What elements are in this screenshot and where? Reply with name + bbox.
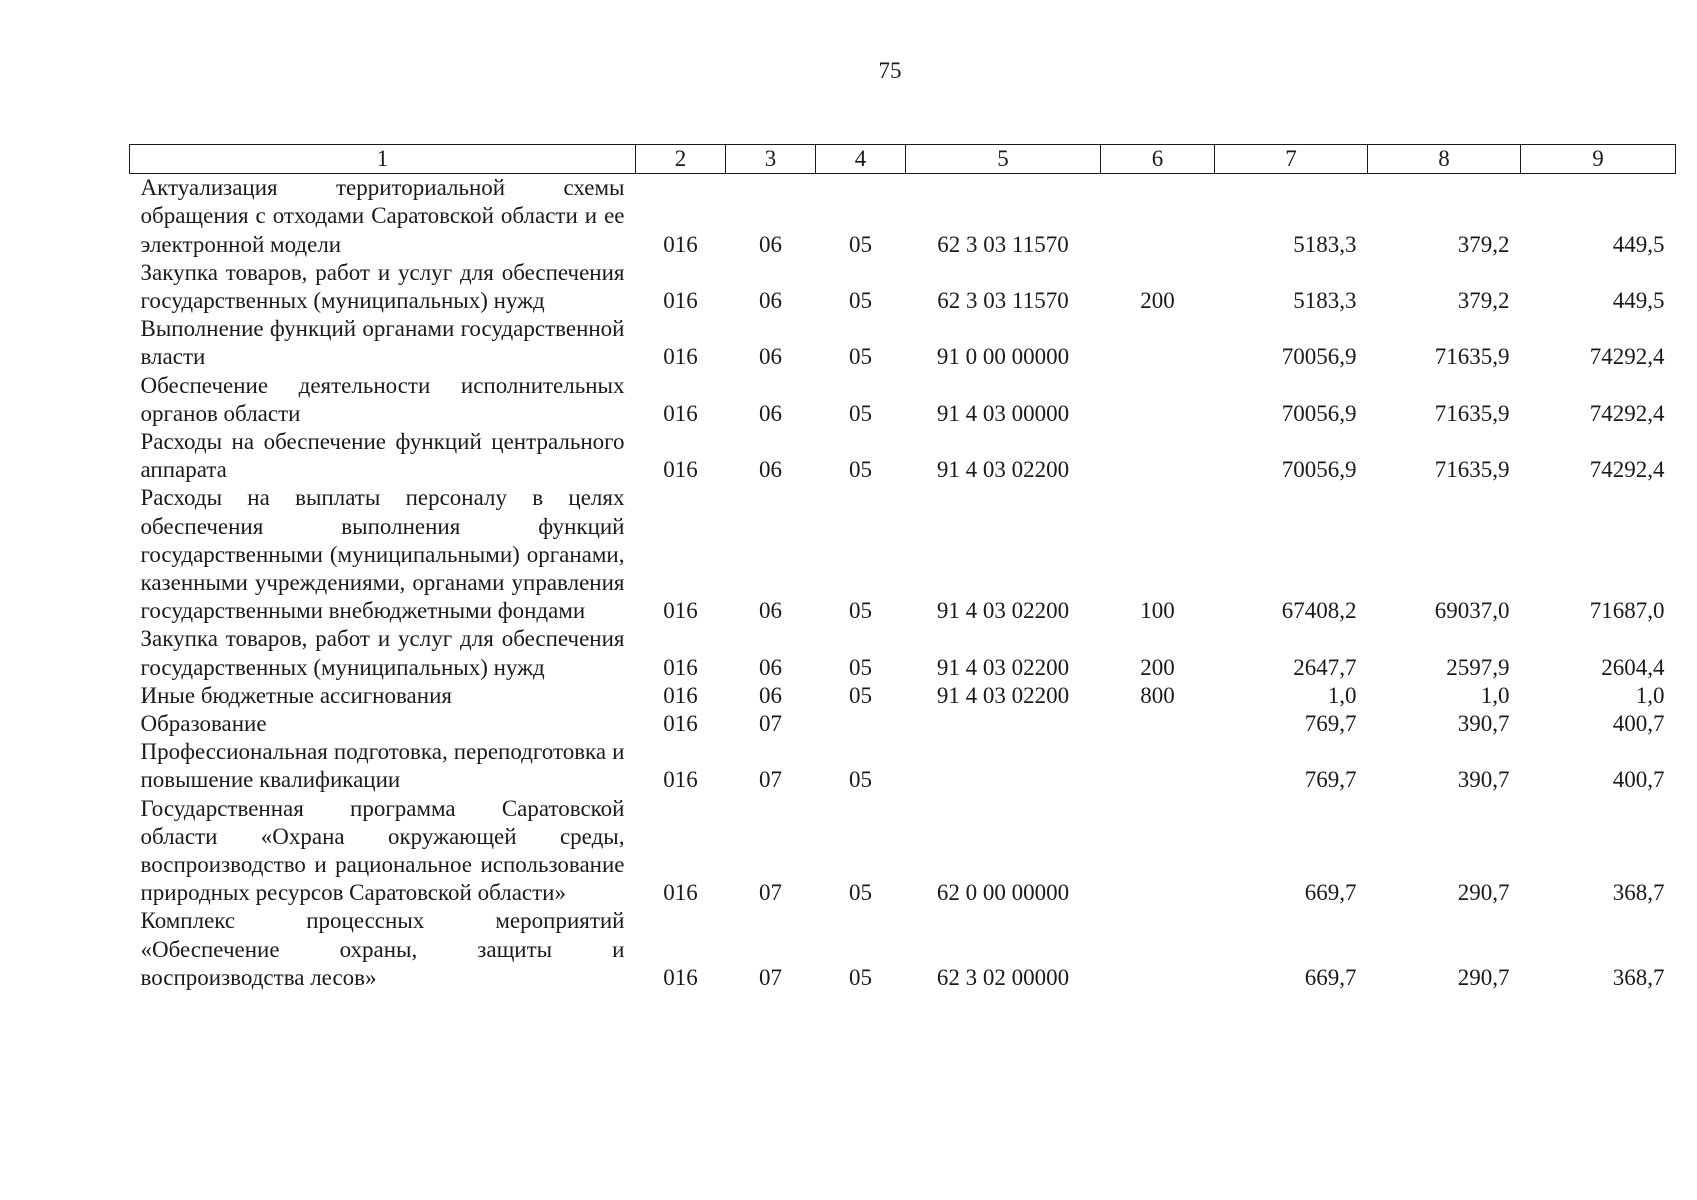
amount-year1-cell: 769,7 xyxy=(1304,767,1357,793)
department-code-cell: 016 xyxy=(663,400,698,426)
expense-name-cell: Закупка товаров, работ и услуг для обеспечения государственных (муниципальных) нужд xyxy=(140,626,625,680)
department-code-cell: 016 xyxy=(663,682,698,708)
amount-year1-cell: 2647,7 xyxy=(1293,654,1357,680)
column-number-header: 9 xyxy=(1521,145,1676,174)
target-article-cell: 62 0 00 00000 xyxy=(936,880,1070,906)
column-number-header: 7 xyxy=(1215,145,1368,174)
target-article-cell: 91 4 03 02200 xyxy=(936,654,1070,680)
subsection-code-cell: 05 xyxy=(849,767,872,793)
amount-year1-cell: 5183,3 xyxy=(1293,288,1357,314)
department-code-cell: 016 xyxy=(663,767,698,793)
column-number-header: 1 xyxy=(130,145,636,174)
amount-year2-cell: 71635,9 xyxy=(1434,457,1510,483)
column-number-header: 8 xyxy=(1368,145,1521,174)
target-article-cell: 91 4 03 02200 xyxy=(936,457,1070,483)
expense-name-cell: Образование xyxy=(140,711,267,737)
expense-type-cell xyxy=(1101,738,1215,794)
expense-name-cell: Расходы на обеспечение функций центрального аппарата xyxy=(140,429,625,483)
table-row xyxy=(130,738,1676,794)
column-number-header: 4 xyxy=(816,145,906,174)
amount-year2-cell: 69037,0 xyxy=(1434,598,1510,624)
amount-year1-cell: 769,7 xyxy=(1304,711,1357,737)
expense-type-cell xyxy=(1101,315,1215,371)
table-row xyxy=(130,484,1676,625)
department-code-cell: 016 xyxy=(663,457,698,483)
amount-year2-cell: 71635,9 xyxy=(1434,400,1510,426)
expense-type-cell: 100 xyxy=(1140,598,1175,624)
amount-year3-cell: 368,7 xyxy=(1612,964,1665,990)
section-code-cell: 07 xyxy=(759,767,782,793)
table-row xyxy=(130,795,1676,908)
target-article-cell xyxy=(906,738,1101,794)
department-code-cell: 016 xyxy=(663,231,698,257)
expense-name-cell: Обеспечение деятельности исполнительных органов области xyxy=(140,372,625,426)
amount-year2-cell: 290,7 xyxy=(1457,964,1510,990)
expense-name-cell: Государственная программа Саратовской области «Охрана окружающей среды, воспроизводство и рациональное использование природных ресурсов Саратовской области» xyxy=(140,795,625,906)
amount-year3-cell: 449,5 xyxy=(1612,231,1665,257)
amount-year1-cell: 669,7 xyxy=(1304,880,1357,906)
amount-year3-cell: 74292,4 xyxy=(1589,457,1665,483)
column-number-header: 6 xyxy=(1101,145,1215,174)
section-code-cell: 06 xyxy=(759,231,782,257)
table-row xyxy=(130,428,1676,484)
amount-year3-cell: 400,7 xyxy=(1612,711,1665,737)
amount-year2-cell: 1,0 xyxy=(1480,682,1510,708)
amount-year1-cell: 70056,9 xyxy=(1281,457,1357,483)
section-code-cell: 06 xyxy=(759,598,782,624)
amount-year3-cell: 74292,4 xyxy=(1589,344,1665,370)
section-code-cell: 06 xyxy=(759,654,782,680)
department-code-cell: 016 xyxy=(663,964,698,990)
department-code-cell: 016 xyxy=(663,654,698,680)
expense-type-cell xyxy=(1101,428,1215,484)
amount-year2-cell: 379,2 xyxy=(1457,231,1510,257)
department-code-cell: 016 xyxy=(663,880,698,906)
amount-year2-cell: 71635,9 xyxy=(1434,344,1510,370)
subsection-code-cell: 05 xyxy=(849,344,872,370)
department-code-cell: 016 xyxy=(663,598,698,624)
amount-year1-cell: 70056,9 xyxy=(1281,344,1357,370)
budget-table xyxy=(129,144,1676,992)
table-row xyxy=(130,259,1676,315)
table-row xyxy=(130,907,1676,992)
amount-year1-cell: 5183,3 xyxy=(1293,231,1357,257)
amount-year2-cell: 390,7 xyxy=(1457,767,1510,793)
column-number-header: 5 xyxy=(906,145,1101,174)
target-article-cell xyxy=(906,710,1101,738)
amount-year1-cell: 1,0 xyxy=(1327,682,1357,708)
department-code-cell: 016 xyxy=(663,288,698,314)
table-row xyxy=(130,315,1676,371)
section-code-cell: 06 xyxy=(759,682,782,708)
section-code-cell: 07 xyxy=(759,711,782,737)
table-row xyxy=(130,710,1676,738)
amount-year3-cell: 449,5 xyxy=(1612,288,1665,314)
amount-year2-cell: 290,7 xyxy=(1457,880,1510,906)
section-code-cell: 07 xyxy=(759,964,782,990)
target-article-cell: 91 4 03 00000 xyxy=(936,400,1070,426)
table-row xyxy=(130,174,1676,259)
section-code-cell: 07 xyxy=(759,880,782,906)
column-number-header: 3 xyxy=(726,145,816,174)
table-row xyxy=(130,625,1676,681)
target-article-cell: 91 0 00 00000 xyxy=(936,344,1070,370)
amount-year3-cell: 2604,4 xyxy=(1601,654,1665,680)
amount-year1-cell: 669,7 xyxy=(1304,964,1357,990)
amount-year3-cell: 71687,0 xyxy=(1589,598,1665,624)
expense-type-cell: 200 xyxy=(1140,288,1175,314)
subsection-code-cell: 05 xyxy=(849,654,872,680)
section-code-cell: 06 xyxy=(759,288,782,314)
expense-name-cell: Актуализация территориальной схемы обращения с отходами Саратовской области и ее электронной модели xyxy=(140,175,625,257)
expense-name-cell: Расходы на выплаты персоналу в целях обеспечения выполнения функций государственными (муниципальными) органами, казенными учреждениями, органами управления государственными внебюджетными фондами xyxy=(140,485,625,624)
subsection-code-cell: 05 xyxy=(849,288,872,314)
section-code-cell: 06 xyxy=(759,344,782,370)
expense-type-cell: 800 xyxy=(1140,682,1175,708)
section-code-cell: 06 xyxy=(759,457,782,483)
amount-year3-cell: 1,0 xyxy=(1635,682,1665,708)
amount-year3-cell: 74292,4 xyxy=(1589,400,1665,426)
target-article-cell: 91 4 03 02200 xyxy=(936,682,1070,708)
amount-year1-cell: 70056,9 xyxy=(1281,400,1357,426)
department-code-cell: 016 xyxy=(663,711,698,737)
amount-year1-cell: 67408,2 xyxy=(1281,598,1357,624)
expense-name-cell: Комплекс процессных мероприятий «Обеспечение охраны, защиты и воспроизводства лесов» xyxy=(140,908,625,990)
expense-type-cell xyxy=(1101,710,1215,738)
target-article-cell: 62 3 03 11570 xyxy=(937,231,1069,257)
column-number-header-row xyxy=(130,145,1676,174)
expense-name-cell: Профессиональная подготовка, переподготовка и повышение квалификации xyxy=(140,739,625,793)
subsection-code-cell: 05 xyxy=(849,682,872,708)
subsection-code-cell: 05 xyxy=(849,880,872,906)
expense-name-cell: Иные бюджетные ассигнования xyxy=(140,682,452,708)
amount-year2-cell: 2597,9 xyxy=(1446,654,1510,680)
amount-year2-cell: 390,7 xyxy=(1457,711,1510,737)
subsection-code-cell: 05 xyxy=(849,964,872,990)
amount-year2-cell: 379,2 xyxy=(1457,288,1510,314)
page-number: 75 xyxy=(878,58,902,83)
expense-type-cell xyxy=(1101,174,1215,259)
table-row xyxy=(130,372,1676,428)
expense-type-cell xyxy=(1101,372,1215,428)
subsection-code-cell: 05 xyxy=(849,231,872,257)
column-number-header: 2 xyxy=(636,145,726,174)
table-row xyxy=(130,682,1676,710)
target-article-cell: 91 4 03 02200 xyxy=(936,598,1070,624)
target-article-cell: 62 3 03 11570 xyxy=(937,288,1069,314)
expense-type-cell xyxy=(1101,907,1215,992)
expense-type-cell xyxy=(1101,795,1215,908)
expense-name-cell: Выполнение функций органами государственной власти xyxy=(140,316,625,370)
expense-name-cell: Закупка товаров, работ и услуг для обеспечения государственных (муниципальных) нужд xyxy=(140,259,625,314)
department-code-cell: 016 xyxy=(663,344,698,370)
amount-year3-cell: 368,7 xyxy=(1612,880,1665,906)
section-code-cell: 06 xyxy=(759,400,782,426)
subsection-code-cell: 05 xyxy=(849,598,872,624)
expense-type-cell: 200 xyxy=(1140,654,1175,680)
target-article-cell: 62 3 02 00000 xyxy=(936,964,1070,990)
subsection-code-cell: 05 xyxy=(849,400,872,426)
amount-year3-cell: 400,7 xyxy=(1612,767,1665,793)
subsection-code-cell xyxy=(816,710,906,738)
subsection-code-cell: 05 xyxy=(849,457,872,483)
